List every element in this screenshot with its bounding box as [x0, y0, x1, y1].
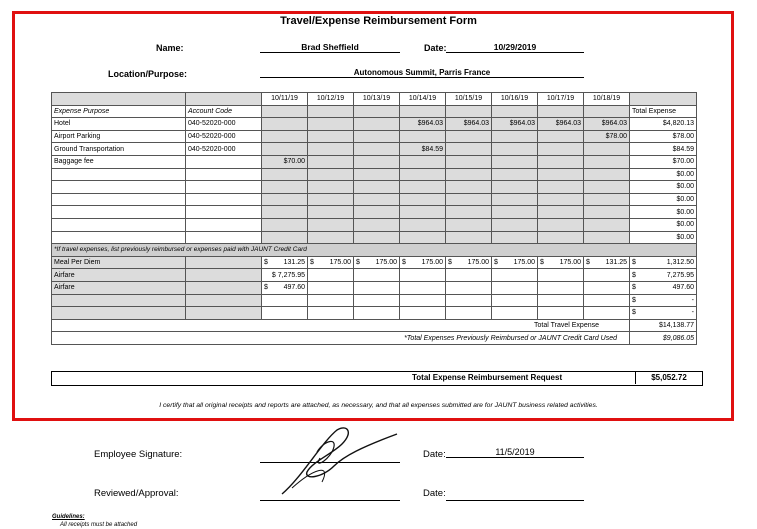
dollar-sign: $ — [632, 309, 636, 317]
day-amount[interactable] — [262, 181, 308, 194]
date-header: 10/17/19 — [538, 93, 584, 106]
prior-day-amount[interactable] — [400, 294, 446, 307]
prior-day-amount-wrap — [494, 257, 535, 268]
account-code[interactable] — [186, 218, 262, 231]
note-text: *If travel expenses, list previously reimbursed or expenses paid with JAUNT Credit Card — [52, 244, 697, 257]
day-amount[interactable] — [400, 193, 446, 206]
account-code[interactable]: 040-52020-000 — [186, 130, 262, 143]
day-amount[interactable] — [584, 155, 630, 168]
day-amount[interactable] — [400, 155, 446, 168]
day-amount[interactable] — [354, 193, 400, 206]
dollar-sign: $ — [540, 259, 544, 267]
day-amount[interactable] — [584, 206, 630, 219]
day-amount[interactable] — [492, 168, 538, 181]
prev-reimbursed-row — [52, 332, 697, 345]
prior-day-amount[interactable] — [262, 307, 308, 320]
dollar-sign: $ — [632, 296, 636, 304]
day-amount[interactable] — [308, 130, 354, 143]
row-total: $0.00 — [630, 181, 697, 194]
expense-row — [52, 168, 697, 181]
location-value: Autonomous Summit, Parris France — [260, 68, 584, 78]
day-amount[interactable] — [538, 181, 584, 194]
dollar-sign: $ — [264, 284, 268, 292]
expense-purpose[interactable] — [52, 181, 186, 194]
prior-total-wrap — [632, 295, 694, 306]
day-amount[interactable] — [492, 231, 538, 244]
prior-total-value: 7,275.95 — [666, 271, 694, 279]
prior-day-amount[interactable] — [538, 307, 584, 320]
prior-purpose[interactable] — [52, 294, 186, 307]
prior-row-total — [630, 307, 697, 320]
prior-day-amount[interactable] — [354, 281, 400, 294]
day-amount[interactable] — [354, 143, 400, 156]
date-header: 10/11/19 — [262, 93, 308, 106]
prior-day-value: 175.00 — [513, 259, 535, 267]
date-label: Date: — [424, 43, 447, 53]
day-amount[interactable] — [354, 206, 400, 219]
date-header: 10/12/19 — [308, 93, 354, 106]
expense-row — [52, 218, 697, 231]
prior-day-amount[interactable] — [584, 256, 630, 269]
prior-day-amount-wrap — [448, 257, 489, 268]
day-amount[interactable] — [308, 118, 354, 131]
day-amount[interactable] — [538, 231, 584, 244]
prior-purpose[interactable] — [52, 307, 186, 320]
total-travel-row — [52, 319, 697, 332]
prior-day-amount[interactable] — [492, 307, 538, 320]
account-code[interactable] — [186, 168, 262, 181]
day-amount[interactable] — [492, 130, 538, 143]
total-travel-value: $14,138.77 — [630, 319, 697, 332]
prior-day-amount[interactable] — [446, 281, 492, 294]
account-code[interactable] — [186, 193, 262, 206]
prior-total-wrap — [632, 307, 694, 318]
account-code[interactable] — [186, 231, 262, 244]
prior-day-amount[interactable] — [538, 256, 584, 269]
day-amount[interactable] — [538, 218, 584, 231]
day-amount[interactable] — [354, 118, 400, 131]
employee-date-label: Date: — [423, 449, 446, 460]
prior-day-amount[interactable] — [354, 294, 400, 307]
day-amount[interactable] — [308, 218, 354, 231]
day-amount[interactable] — [262, 118, 308, 131]
prior-expense-row — [52, 294, 697, 307]
day-amount[interactable] — [446, 181, 492, 194]
row-total: $4,820.13 — [630, 118, 697, 131]
row-total: $84.59 — [630, 143, 697, 156]
day-amount[interactable] — [354, 168, 400, 181]
prior-day-amount-wrap — [356, 257, 397, 268]
day-amount[interactable] — [262, 168, 308, 181]
prior-day-amount[interactable] — [308, 307, 354, 320]
prior-total-wrap — [632, 257, 694, 268]
date-header-row — [52, 93, 697, 106]
prior-day-amount[interactable]: $ 7,275.95 — [262, 269, 308, 282]
day-amount[interactable] — [446, 155, 492, 168]
day-amount[interactable] — [400, 218, 446, 231]
prior-day-amount[interactable] — [308, 256, 354, 269]
row-total: $70.00 — [630, 155, 697, 168]
request-value: $5,052.72 — [635, 371, 702, 384]
day-amount[interactable] — [446, 130, 492, 143]
day-amount[interactable]: $84.59 — [400, 143, 446, 156]
day-amount[interactable] — [492, 218, 538, 231]
day-amount[interactable] — [584, 168, 630, 181]
guidelines-line: All receipts must be attached — [60, 522, 138, 528]
prior-day-amount[interactable] — [492, 269, 538, 282]
total-header: Total Expense — [630, 105, 697, 118]
account-code[interactable] — [186, 206, 262, 219]
day-amount[interactable] — [538, 193, 584, 206]
prior-row-total — [630, 256, 697, 269]
date-header: 10/14/19 — [400, 93, 446, 106]
day-amount[interactable] — [538, 130, 584, 143]
day-amount[interactable] — [446, 168, 492, 181]
date-header: 10/15/19 — [446, 93, 492, 106]
day-amount[interactable] — [538, 143, 584, 156]
prior-day-amount[interactable] — [308, 281, 354, 294]
expense-row — [52, 193, 697, 206]
name-label: Name: — [156, 43, 184, 53]
prior-account[interactable] — [186, 281, 262, 294]
prior-day-amount[interactable] — [584, 281, 630, 294]
column-header-row — [52, 105, 697, 118]
day-amount[interactable] — [584, 218, 630, 231]
expense-row — [52, 130, 697, 143]
prior-day-amount[interactable] — [446, 307, 492, 320]
day-amount[interactable] — [308, 231, 354, 244]
prior-day-amount[interactable] — [354, 307, 400, 320]
prior-account[interactable] — [186, 294, 262, 307]
prior-day-amount[interactable] — [262, 256, 308, 269]
review-date-line[interactable] — [446, 499, 584, 501]
day-amount[interactable] — [446, 231, 492, 244]
expense-purpose[interactable] — [52, 168, 186, 181]
prior-day-amount[interactable] — [584, 269, 630, 282]
day-amount[interactable] — [584, 231, 630, 244]
day-amount[interactable] — [538, 168, 584, 181]
prior-day-amount[interactable] — [354, 269, 400, 282]
prior-total-value: 1,312.50 — [666, 259, 694, 267]
day-amount[interactable] — [262, 143, 308, 156]
day-amount[interactable] — [354, 231, 400, 244]
day-amount[interactable] — [400, 168, 446, 181]
day-amount[interactable] — [584, 193, 630, 206]
expense-row — [52, 118, 697, 131]
prior-total-wrap — [632, 270, 694, 281]
prior-day-amount[interactable] — [538, 269, 584, 282]
day-amount[interactable]: $964.03 — [538, 118, 584, 131]
dollar-sign: $ — [264, 259, 268, 267]
prev-reimbursed-label: *Total Expenses Previously Reimbursed or JAUNT Credit Card Used — [52, 332, 630, 345]
dollar-sign: $ — [402, 259, 406, 267]
day-amount[interactable]: $964.03 — [584, 118, 630, 131]
day-amount[interactable] — [354, 130, 400, 143]
prior-day-amount-wrap — [264, 257, 305, 268]
total-travel-label: Total Travel Expense — [52, 319, 630, 332]
prior-day-value: 131.25 — [283, 259, 305, 267]
account-code[interactable]: 040-52020-000 — [186, 143, 262, 156]
expense-purpose[interactable]: Hotel — [52, 118, 186, 131]
day-amount[interactable]: $964.03 — [446, 118, 492, 131]
expense-purpose[interactable] — [52, 231, 186, 244]
location-label: Location/Purpose: — [108, 69, 188, 79]
date-header: 10/18/19 — [584, 93, 630, 106]
dollar-sign: $ — [310, 259, 314, 267]
prior-day-value: 175.00 — [421, 259, 443, 267]
day-amount[interactable] — [308, 168, 354, 181]
prior-day-value: 175.00 — [467, 259, 489, 267]
day-amount[interactable] — [446, 193, 492, 206]
day-amount[interactable]: $964.03 — [492, 118, 538, 131]
day-amount[interactable] — [400, 206, 446, 219]
prior-row-total — [630, 281, 697, 294]
prior-day-amount-wrap — [310, 257, 351, 268]
prior-day-amount[interactable] — [400, 256, 446, 269]
prior-day-amount[interactable] — [262, 294, 308, 307]
day-amount[interactable] — [262, 130, 308, 143]
account-code[interactable] — [186, 181, 262, 194]
prior-day-amount[interactable] — [308, 269, 354, 282]
guidelines-heading: Guidelines: — [52, 514, 85, 520]
prior-day-value: 175.00 — [559, 259, 581, 267]
account-header: Account Code — [186, 105, 262, 118]
day-amount[interactable] — [262, 193, 308, 206]
day-amount[interactable] — [584, 181, 630, 194]
dollar-sign: $ — [632, 271, 636, 279]
form-title: Travel/Expense Reimbursement Form — [280, 15, 477, 27]
day-amount[interactable] — [584, 143, 630, 156]
prior-total-value: - — [691, 296, 694, 304]
prior-day-amount[interactable] — [492, 294, 538, 307]
expense-purpose[interactable]: Baggage fee — [52, 155, 186, 168]
expense-row — [52, 231, 697, 244]
prior-day-amount[interactable] — [400, 269, 446, 282]
expense-purpose[interactable]: Airport Parking — [52, 130, 186, 143]
day-amount[interactable] — [308, 206, 354, 219]
expense-purpose[interactable] — [52, 218, 186, 231]
prior-day-amount[interactable] — [400, 307, 446, 320]
day-amount[interactable] — [400, 181, 446, 194]
prior-expense-row — [52, 281, 697, 294]
prior-day-amount[interactable] — [308, 294, 354, 307]
day-amount[interactable] — [446, 206, 492, 219]
prior-day-amount[interactable] — [538, 294, 584, 307]
prior-day-amount[interactable] — [446, 256, 492, 269]
account-code[interactable]: 040-52020-000 — [186, 118, 262, 131]
row-total: $0.00 — [630, 206, 697, 219]
employee-signature-label: Employee Signature: — [94, 449, 183, 460]
day-amount[interactable] — [400, 231, 446, 244]
prior-day-amount[interactable] — [492, 256, 538, 269]
prior-day-value: 497.60 — [283, 284, 305, 292]
day-amount[interactable] — [400, 130, 446, 143]
expense-row — [52, 181, 697, 194]
dollar-sign: $ — [586, 259, 590, 267]
prior-day-amount-wrap — [402, 257, 443, 268]
day-amount[interactable] — [492, 155, 538, 168]
account-code[interactable] — [186, 155, 262, 168]
day-amount[interactable]: $964.03 — [400, 118, 446, 131]
row-total: $0.00 — [630, 218, 697, 231]
day-amount[interactable] — [492, 193, 538, 206]
review-label: Reviewed/Approval: — [94, 488, 179, 499]
day-amount[interactable] — [308, 155, 354, 168]
row-total: $0.00 — [630, 168, 697, 181]
signature-image — [262, 422, 402, 502]
day-amount[interactable] — [262, 231, 308, 244]
prior-day-amount-wrap — [540, 257, 581, 268]
date-header: 10/13/19 — [354, 93, 400, 106]
date-value: 10/29/2019 — [446, 42, 584, 53]
expense-row — [52, 143, 697, 156]
expense-table — [51, 92, 697, 345]
day-amount[interactable] — [492, 181, 538, 194]
prior-total-value: 497.60 — [672, 284, 694, 292]
prior-purpose[interactable]: Airfare — [52, 281, 186, 294]
prior-account[interactable] — [186, 256, 262, 269]
prior-day-amount[interactable] — [446, 269, 492, 282]
day-amount[interactable] — [492, 206, 538, 219]
prior-day-amount[interactable] — [538, 281, 584, 294]
prior-day-amount[interactable] — [492, 281, 538, 294]
expense-purpose[interactable] — [52, 206, 186, 219]
day-amount[interactable] — [308, 193, 354, 206]
prior-account[interactable] — [186, 307, 262, 320]
prior-total-wrap — [632, 282, 694, 293]
expense-purpose[interactable]: Ground Transportation — [52, 143, 186, 156]
day-amount[interactable] — [446, 143, 492, 156]
prior-purpose[interactable]: Meal Per Diem — [52, 256, 186, 269]
row-total: $0.00 — [630, 231, 697, 244]
prior-day-amount[interactable] — [400, 281, 446, 294]
request-label: Total Expense Reimbursement Request — [412, 373, 563, 382]
prior-day-amount-wrap — [264, 282, 305, 293]
prior-row-total — [630, 294, 697, 307]
name-value: Brad Sheffield — [260, 42, 400, 53]
day-amount[interactable] — [262, 206, 308, 219]
certification-text: I certify that all original receipts and reports are attached, as necessary, and that all expenses submitted are for JAUNT business related activities. — [159, 402, 598, 409]
day-amount[interactable] — [538, 206, 584, 219]
row-total: $0.00 — [630, 193, 697, 206]
review-signature-line[interactable] — [260, 499, 400, 501]
prior-expense-row — [52, 307, 697, 320]
dollar-sign: $ — [356, 259, 360, 267]
day-amount[interactable] — [308, 181, 354, 194]
prior-expense-row — [52, 256, 697, 269]
prior-total-value: - — [691, 309, 694, 317]
prior-day-amount[interactable] — [446, 294, 492, 307]
prior-day-amount[interactable] — [262, 281, 308, 294]
prior-expense-row — [52, 269, 697, 282]
prior-day-value: 175.00 — [329, 259, 351, 267]
dollar-sign: $ — [448, 259, 452, 267]
reimbursement-request-box — [51, 371, 703, 386]
prior-day-amount-wrap — [586, 257, 627, 268]
day-amount[interactable] — [492, 143, 538, 156]
expense-row — [52, 206, 697, 219]
day-amount[interactable] — [262, 218, 308, 231]
day-amount[interactable] — [308, 143, 354, 156]
day-amount[interactable]: $78.00 — [584, 130, 630, 143]
prior-day-amount[interactable] — [354, 256, 400, 269]
dollar-sign: $ — [632, 259, 636, 267]
day-amount[interactable] — [354, 181, 400, 194]
day-amount[interactable] — [354, 218, 400, 231]
prev-reimbursed-value: $9,086.05 — [630, 332, 697, 345]
day-amount[interactable] — [446, 218, 492, 231]
dollar-sign: $ — [494, 259, 498, 267]
day-amount[interactable] — [354, 155, 400, 168]
expense-row — [52, 155, 697, 168]
expense-purpose[interactable] — [52, 193, 186, 206]
day-amount[interactable] — [538, 155, 584, 168]
review-date-label: Date: — [423, 488, 446, 499]
date-header: 10/16/19 — [492, 93, 538, 106]
note-row — [52, 244, 697, 257]
purpose-header: Expense Purpose — [52, 105, 186, 118]
prior-day-amount[interactable] — [584, 307, 630, 320]
prior-day-value: 175.00 — [375, 259, 397, 267]
prior-day-value: 131.25 — [605, 259, 627, 267]
row-total: $78.00 — [630, 130, 697, 143]
employee-date-value[interactable]: 11/5/2019 — [446, 447, 584, 458]
prior-account[interactable] — [186, 269, 262, 282]
dollar-sign: $ — [632, 284, 636, 292]
day-amount[interactable]: $70.00 — [262, 155, 308, 168]
prior-purpose[interactable]: Airfare — [52, 269, 186, 282]
prior-day-amount[interactable] — [584, 294, 630, 307]
prior-row-total — [630, 269, 697, 282]
